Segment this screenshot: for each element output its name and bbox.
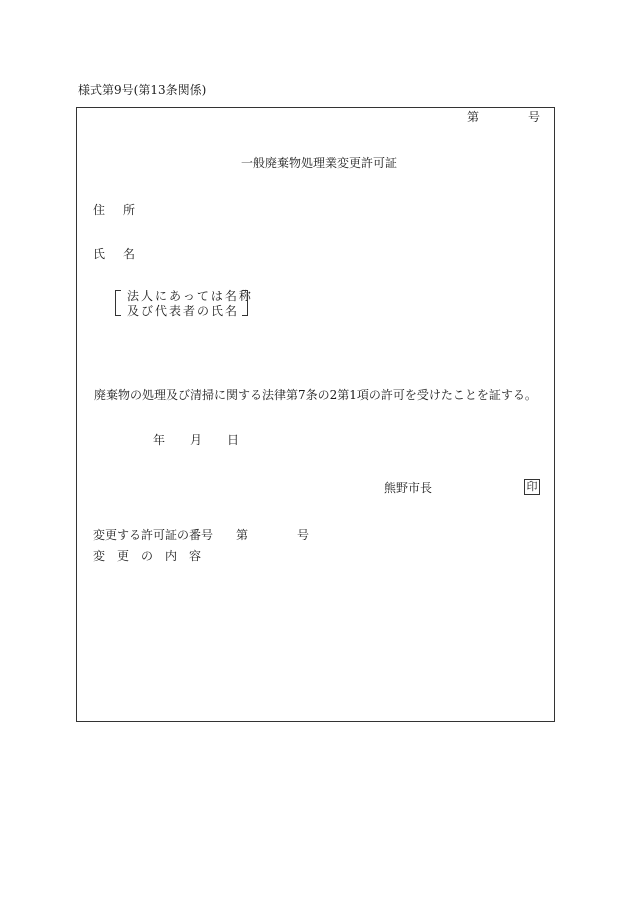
certificate-number-suffix: 号	[528, 110, 541, 124]
issuer-name: 熊野市長	[384, 481, 433, 495]
certification-statement: 廃棄物の処理及び清掃に関する法律第7条の2第1項の許可を受けたことを証する。	[94, 388, 537, 402]
date-day-label: 日	[227, 433, 240, 447]
corporation-note-line2: 及び代表者の氏名	[127, 304, 240, 318]
change-permit-number-prefix: 第	[236, 528, 249, 542]
change-content-label: 変更の内容	[93, 549, 214, 563]
corporation-note-bracket-left	[115, 290, 121, 316]
document-title: 一般廃棄物処理業変更許可証	[241, 156, 398, 170]
date-month-label: 月	[190, 433, 203, 447]
change-permit-number-suffix: 号	[297, 528, 310, 542]
date-year-label: 年	[153, 433, 166, 447]
name-label: 氏名	[93, 247, 154, 261]
form-number-label: 様式第9号(第13条関係)	[78, 83, 207, 97]
certificate-number-prefix: 第	[467, 110, 480, 124]
corporation-note-bracket-right	[242, 290, 248, 316]
address-label: 住所	[93, 203, 154, 217]
certificate-frame	[76, 107, 555, 722]
seal-stamp: 印	[524, 479, 540, 495]
change-permit-number-label: 変更する許可証の番号	[93, 528, 214, 542]
corporation-note-line1: 法人にあっては名称	[127, 289, 253, 303]
